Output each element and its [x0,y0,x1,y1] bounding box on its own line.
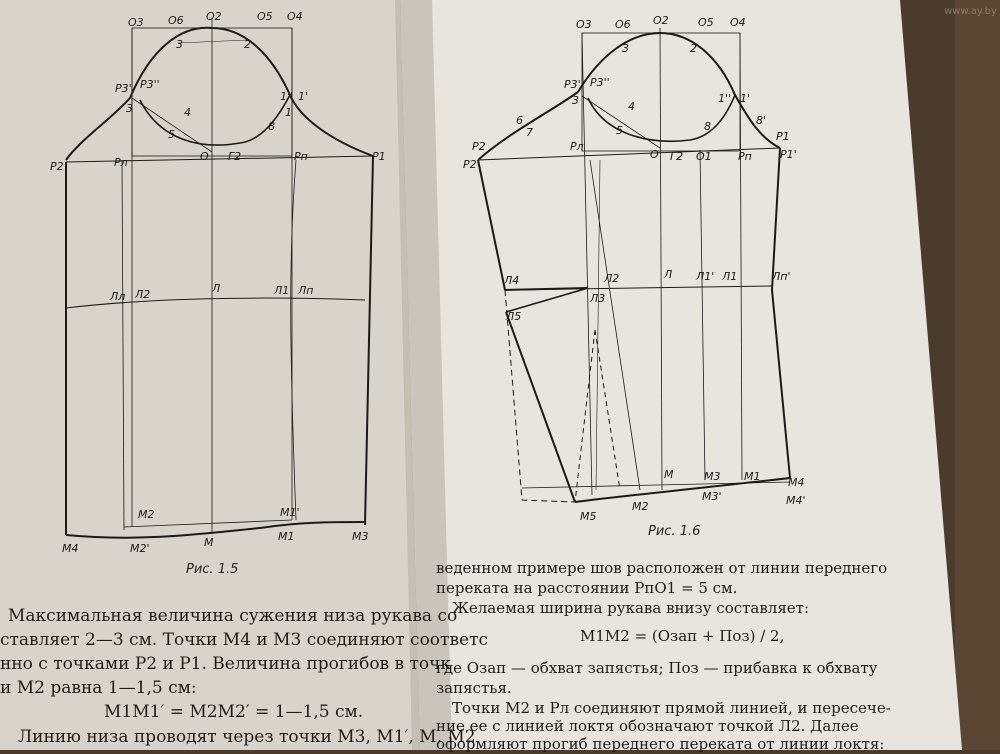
lbl-1: 1 [285,106,292,119]
lbl-r-Pl: Pл [570,140,584,153]
lbl-r-O2: O2 [653,14,669,27]
right-text-line-2: переката на расстоянии PпO1 = 5 см. [436,579,738,597]
lbl-r-8: 8 [704,120,711,133]
lbl-r-O: O [650,148,659,161]
lbl-5: 5 [168,128,175,141]
left-text-line-5: M1M1′ = M2M2′ = 1—1,5 см. [104,702,364,722]
lbl-r-L5: Л5 [506,310,522,323]
lbl-r-7: 7 [526,126,533,139]
lbl-r-P2p: P2' [463,158,480,171]
lbl-r-Pp: Pп [738,150,752,163]
right-text-line-6: запястья. [436,679,512,697]
lbl-r-1pp: 1'' [718,92,732,105]
lbl-r-O1: O1 [696,150,712,163]
lbl-r-L3: Л3 [590,292,606,305]
lbl-O6: O6 [168,14,184,27]
lbl-2: 2 [244,38,251,51]
lbl-8: 8 [268,120,275,133]
lbl-r-M5: M5 [580,510,597,523]
lbl-M3: M3 [352,530,369,543]
lbl-r-O5: O5 [698,16,714,29]
lbl-r-P3pp: P3'' [590,76,610,89]
lbl-4: 4 [184,106,191,119]
lbl-r-M3p: M3' [702,490,722,503]
left-text-line-4: и M2 равна 1—1,5 см: [0,678,197,698]
left-text-line-3: нно с точками P2 и P1. Величина прогибов в точк [0,654,452,674]
lbl-Lp: Лп [298,284,314,297]
lbl-1p: 1' [298,90,309,103]
lbl-P1: P1 [372,150,386,163]
lbl-M2p: M2' [130,542,150,555]
lbl-r-1p: 1' [740,92,751,105]
left-text-line-2: ставляет 2—3 см. Точки M4 и M3 соединяют соответс [0,630,489,650]
lbl-L: Л [212,282,221,295]
lbl-r-L1: Л1 [722,270,738,283]
lbl-r-M: M [664,468,674,481]
lbl-r-3b: 3 [572,94,579,107]
left-text-line-6: Линию низа проводят через точки M3, M1′, M, M2 [18,727,476,747]
lbl-r-Lpp: Лп' [772,270,791,283]
right-text-line-7: Точки M2 и Pл соединяют прямой линией, и пересече- [452,699,891,717]
lbl-r-P1: P1 [776,130,790,143]
lbl-r-O4: O4 [730,16,746,29]
lbl-r-L2: Л2 [604,272,620,285]
lbl-r-M3: M3 [704,470,721,483]
lbl-r-8p: 8' [756,114,767,127]
right-text-line-5: где Oзап — обхват запястья; Пoз — прибавка к обхвату [436,659,878,677]
lbl-r-L: Л [664,268,673,281]
lbl-M2: M2 [138,508,155,521]
lbl-M4: M4 [62,542,79,555]
right-text-line-3: Желаемая ширина рукава внизу составляет: [452,599,810,617]
lbl-r-M2: M2 [632,500,649,513]
lbl-r-6: 6 [516,114,523,127]
lbl-M1: M1 [278,530,295,543]
lbl-r-5: 5 [616,124,623,137]
lbl-r-L1p: Л1' [696,270,715,283]
lbl-r-O6: O6 [615,18,631,31]
lbl-M: M [204,536,214,549]
lbl-r-2: 2 [690,42,697,55]
lbl-Ll: Лл [110,290,126,303]
right-text-line-9: оформляют прогиб переднего переката от линии локтя: [436,735,885,753]
lbl-O: O [200,150,209,163]
lbl-r-M4p: M4' [786,494,806,507]
left-text-line-1: Максимальная величина сужения низа рукава со [8,606,458,626]
lbl-r-O3: O3 [576,18,592,31]
lbl-P2: P2 [50,160,64,173]
lbl-P3p: P3' [115,82,132,95]
lbl-r-3: 3 [622,42,629,55]
lbl-r-4: 4 [628,100,635,113]
lbl-O2: O2 [206,10,222,23]
lbl-G2: Г2 [228,150,242,163]
lbl-Pp: Pп [294,150,308,163]
lbl-r-L4: Л4 [504,274,520,287]
lbl-3: 3 [176,38,183,51]
lbl-r-M1: M1 [744,470,761,483]
right-text-line-8: ние ее с линией локтя обозначают точкой Л2. Далее [436,717,859,735]
figure-1-5-caption: Рис. 1.5 [186,562,239,577]
lbl-L2: Л2 [135,288,151,301]
lbl-P3pp: P3'' [140,78,160,91]
lbl-O4: O4 [287,10,303,23]
lbl-O5: O5 [257,10,273,23]
figure-1-6-caption: Рис. 1.6 [648,524,701,539]
watermark: www.ay.by [944,6,997,17]
right-text-line-4: M1M2 = (Oзап + Пoз) / 2, [580,627,785,645]
lbl-r-P1p: P1' [780,148,797,161]
table-edge [955,0,1000,750]
lbl-M1p: M1' [280,506,300,519]
lbl-r-P3p: P3' [564,78,581,91]
lbl-1pp: 1'' [280,90,294,103]
lbl-r-M4: M4 [788,476,805,489]
lbl-L1: Л1 [274,284,290,297]
lbl-r-P2: P2 [472,140,486,153]
lbl-3b: 3 [126,102,133,115]
right-text-line-1: веденном примере шов расположен от линии переднего [436,559,888,577]
lbl-r-G2: Г2 [670,150,684,163]
lbl-O3: O3 [128,16,144,29]
lbl-Pl: Pл [114,156,128,169]
